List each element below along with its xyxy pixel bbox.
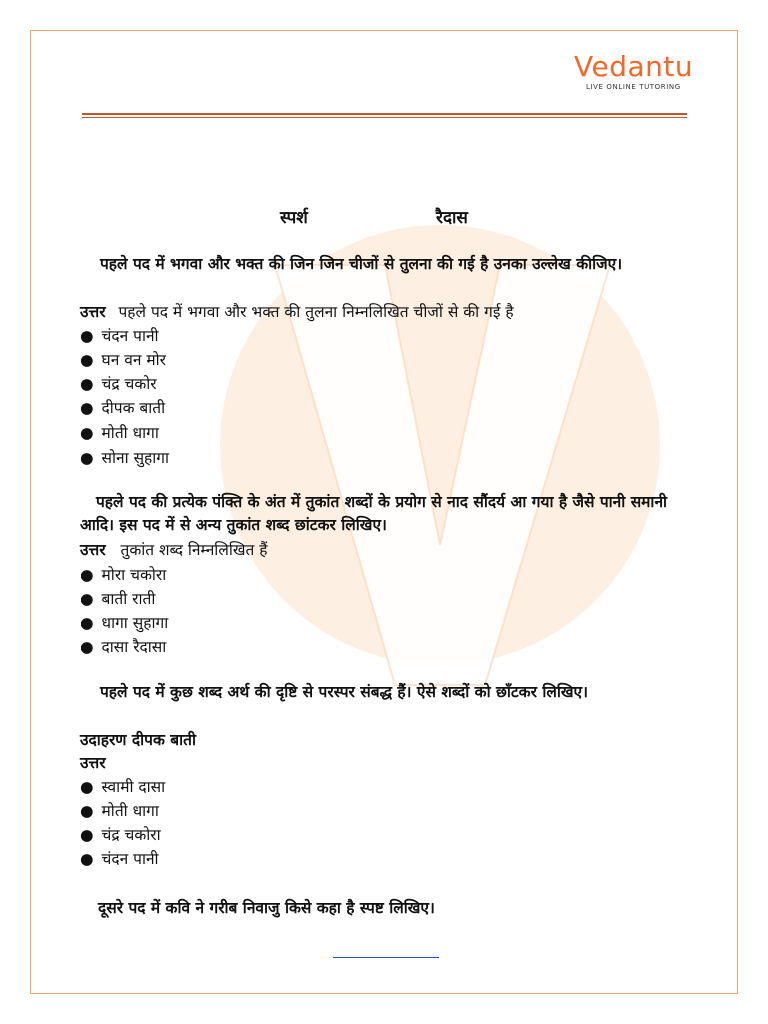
list-item: ● सोना सुहागा [80, 449, 170, 467]
list-item: ● बाती राती [80, 590, 156, 608]
answer-label-1: उत्तर [80, 303, 106, 321]
list-item: ● स्वामी दासा [80, 778, 166, 796]
logo-wordmark: Vedantu [574, 50, 694, 83]
question-3: पहले पद में कुछ शब्द अर्थ की दृष्टि से परस्पर संबद्ध हैं। ऐसे शब्दों को छाँटकर लिखिए। [100, 683, 588, 701]
example-line: उदाहरण दीपक बाती [80, 731, 196, 749]
list-item: ● धागा सुहागा [80, 614, 169, 632]
list-item: ● चंद्र चकोरा [80, 826, 161, 844]
list-item: ● दासा रैदासा [80, 638, 167, 656]
question-2: पहले पद की प्रत्येक पंक्ति के अंत में तुकांत शब्दों के प्रयोग से नाद सौंदर्य आ गया है जैसे पानी समानी आदि। इस पद में से अन्य तुकांत शब्द छांटकर लिखिए। [80, 493, 668, 534]
answer-label-2: उत्तर [80, 541, 106, 559]
title-left: स्पर्श [280, 208, 308, 228]
vedantu-v-watermark-icon [215, 155, 665, 715]
header-rule-thick [82, 113, 687, 115]
list-item: ● दीपक बाती [80, 399, 166, 417]
answer-label-3: उत्तर [80, 754, 106, 772]
list-item: ● घन वन मोर [80, 351, 166, 369]
header-rule-thin [82, 117, 687, 118]
answer-text-2: तुकांत शब्द निम्नलिखित हैं [120, 541, 268, 559]
list-item: ● चंदन पानी [80, 327, 159, 345]
list-item: ● मोरा चकोरा [80, 566, 167, 584]
vedantu-logo [574, 52, 694, 102]
title-right: रैदास [436, 208, 468, 228]
list-item: ● मोती धागा [80, 424, 159, 442]
answer-text-1: पहले पद में भगवा और भक्त की तुलना निम्नलिखित चीजों से की गई है [118, 303, 514, 321]
logo-tagline: LIVE ONLINE TUTORING [586, 83, 681, 91]
footer-link-underline[interactable] [333, 957, 439, 958]
list-item: ● चंदन पानी [80, 850, 159, 868]
list-item: ● चंद्र चकोर [80, 375, 157, 393]
question-1: पहले पद में भगवा और भक्त की जिन जिन चीजों से तुलना की गई है उनका उल्लेख कीजिए। [100, 255, 623, 273]
list-item: ● मोती धागा [80, 802, 159, 820]
question-4: दूसरे पद में कवि ने गरीब निवाजु किसे कहा है स्पष्ट लिखिए। [98, 899, 435, 917]
